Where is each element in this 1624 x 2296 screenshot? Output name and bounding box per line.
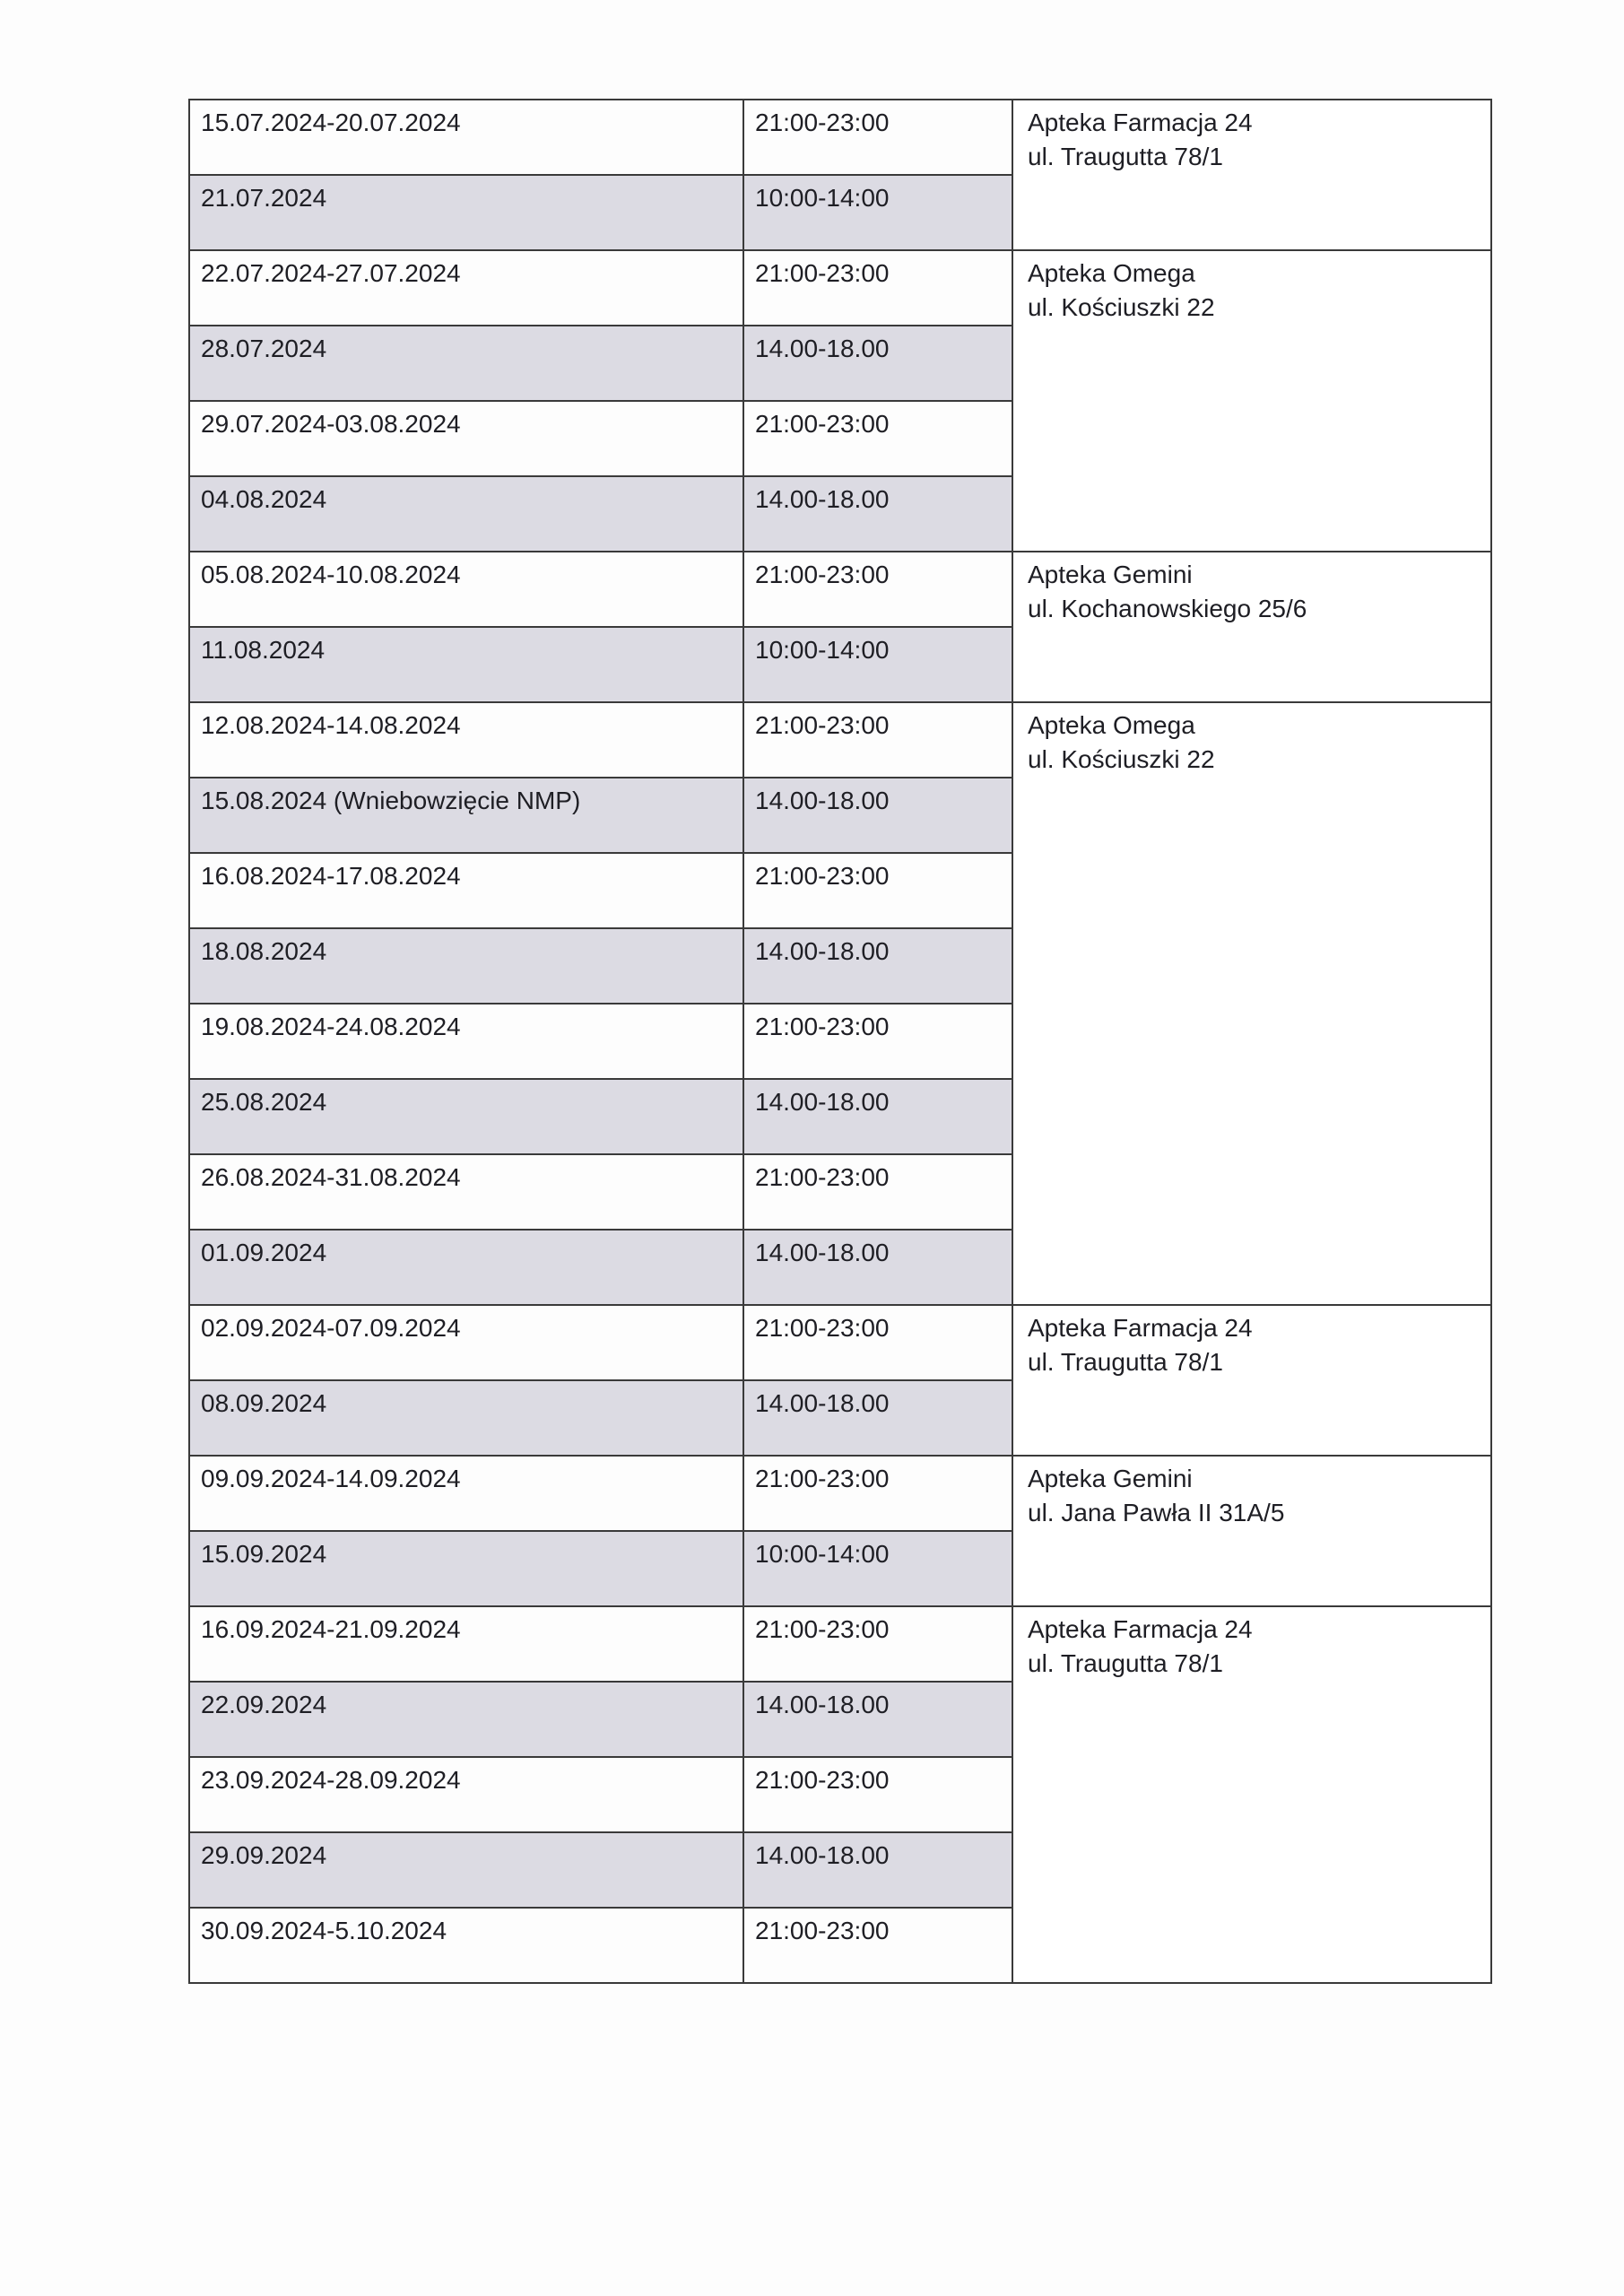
hours-cell: 14.00-18.00: [743, 1380, 1012, 1456]
hours-cell: 21:00-23:00: [743, 250, 1012, 326]
date-cell: 22.09.2024: [189, 1682, 743, 1757]
hours-cell: 21:00-23:00: [743, 552, 1012, 627]
hours-cell: 21:00-23:00: [743, 100, 1012, 175]
date-cell: 04.08.2024: [189, 476, 743, 552]
hours-cell: 21:00-23:00: [743, 1757, 1012, 1832]
pharmacy-name: Apteka Farmacja 24: [1028, 1615, 1253, 1643]
pharmacy-cell: [1012, 250, 1491, 552]
pharmacy-cell: [1012, 552, 1491, 702]
pharmacy-cell: [1012, 1456, 1491, 1606]
date-cell: 11.08.2024: [189, 627, 743, 702]
hours-cell: 14.00-18.00: [743, 1682, 1012, 1757]
date-cell: 08.09.2024: [189, 1380, 743, 1456]
date-cell: 26.08.2024-31.08.2024: [189, 1154, 743, 1230]
hours-cell: 10:00-14:00: [743, 175, 1012, 250]
table-row: [189, 1606, 1491, 1682]
hours-cell: 21:00-23:00: [743, 1606, 1012, 1682]
pharmacy-name: Apteka Farmacja 24: [1028, 109, 1253, 136]
date-cell: 25.08.2024: [189, 1079, 743, 1154]
hours-cell: 21:00-23:00: [743, 1456, 1012, 1531]
pharmacy-address: ul. Kościuszki 22: [1028, 745, 1215, 773]
pharmacy-name: Apteka Gemini: [1028, 1465, 1193, 1492]
date-cell: 22.07.2024-27.07.2024: [189, 250, 743, 326]
date-cell: 29.07.2024-03.08.2024: [189, 401, 743, 476]
date-cell: 21.07.2024: [189, 175, 743, 250]
hours-cell: 21:00-23:00: [743, 853, 1012, 928]
hours-cell: 21:00-23:00: [743, 702, 1012, 778]
date-cell: 18.08.2024: [189, 928, 743, 1004]
table-row: [189, 1305, 1491, 1380]
date-cell: 12.08.2024-14.08.2024: [189, 702, 743, 778]
pharmacy-cell: [1012, 702, 1491, 1305]
date-cell: 28.07.2024: [189, 326, 743, 401]
hours-cell: 14.00-18.00: [743, 928, 1012, 1004]
pharmacy-address: ul. Jana Pawła II 31A/5: [1028, 1499, 1285, 1526]
hours-cell: 14.00-18.00: [743, 326, 1012, 401]
hours-cell: 21:00-23:00: [743, 401, 1012, 476]
hours-cell: 10:00-14:00: [743, 1531, 1012, 1606]
hours-cell: 21:00-23:00: [743, 1004, 1012, 1079]
pharmacy-cell: [1012, 1606, 1491, 1983]
date-cell: 15.08.2024 (Wniebowzięcie NMP): [189, 778, 743, 853]
pharmacy-duty-schedule-table: [188, 99, 1492, 1984]
pharmacy-name: Apteka Farmacja 24: [1028, 1314, 1253, 1342]
hours-cell: 14.00-18.00: [743, 1230, 1012, 1305]
date-cell: 15.09.2024: [189, 1531, 743, 1606]
pharmacy-name: Apteka Omega: [1028, 259, 1195, 287]
pharmacy-name: Apteka Gemini: [1028, 561, 1193, 588]
date-cell: 30.09.2024-5.10.2024: [189, 1908, 743, 1983]
date-cell: 01.09.2024: [189, 1230, 743, 1305]
pharmacy-name: Apteka Omega: [1028, 711, 1195, 739]
schedule-table-body: [189, 100, 1491, 1983]
date-cell: 16.09.2024-21.09.2024: [189, 1606, 743, 1682]
pharmacy-cell: [1012, 1305, 1491, 1456]
hours-cell: 21:00-23:00: [743, 1908, 1012, 1983]
date-cell: 02.09.2024-07.09.2024: [189, 1305, 743, 1380]
date-cell: 19.08.2024-24.08.2024: [189, 1004, 743, 1079]
hours-cell: 21:00-23:00: [743, 1154, 1012, 1230]
date-cell: 23.09.2024-28.09.2024: [189, 1757, 743, 1832]
hours-cell: 14.00-18.00: [743, 1832, 1012, 1908]
pharmacy-address: ul. Kochanowskiego 25/6: [1028, 595, 1307, 622]
table-row: [189, 250, 1491, 326]
date-cell: 16.08.2024-17.08.2024: [189, 853, 743, 928]
pharmacy-cell: [1012, 100, 1491, 250]
table-row: [189, 702, 1491, 778]
table-row: [189, 1456, 1491, 1531]
hours-cell: 14.00-18.00: [743, 476, 1012, 552]
hours-cell: 14.00-18.00: [743, 778, 1012, 853]
table-row: [189, 100, 1491, 175]
table-row: [189, 552, 1491, 627]
pharmacy-address: ul. Traugutta 78/1: [1028, 143, 1223, 170]
hours-cell: 14.00-18.00: [743, 1079, 1012, 1154]
pharmacy-address: ul. Traugutta 78/1: [1028, 1649, 1223, 1677]
pharmacy-address: ul. Traugutta 78/1: [1028, 1348, 1223, 1376]
hours-cell: 10:00-14:00: [743, 627, 1012, 702]
date-cell: 29.09.2024: [189, 1832, 743, 1908]
date-cell: 09.09.2024-14.09.2024: [189, 1456, 743, 1531]
hours-cell: 21:00-23:00: [743, 1305, 1012, 1380]
date-cell: 15.07.2024-20.07.2024: [189, 100, 743, 175]
date-cell: 05.08.2024-10.08.2024: [189, 552, 743, 627]
pharmacy-address: ul. Kościuszki 22: [1028, 293, 1215, 321]
